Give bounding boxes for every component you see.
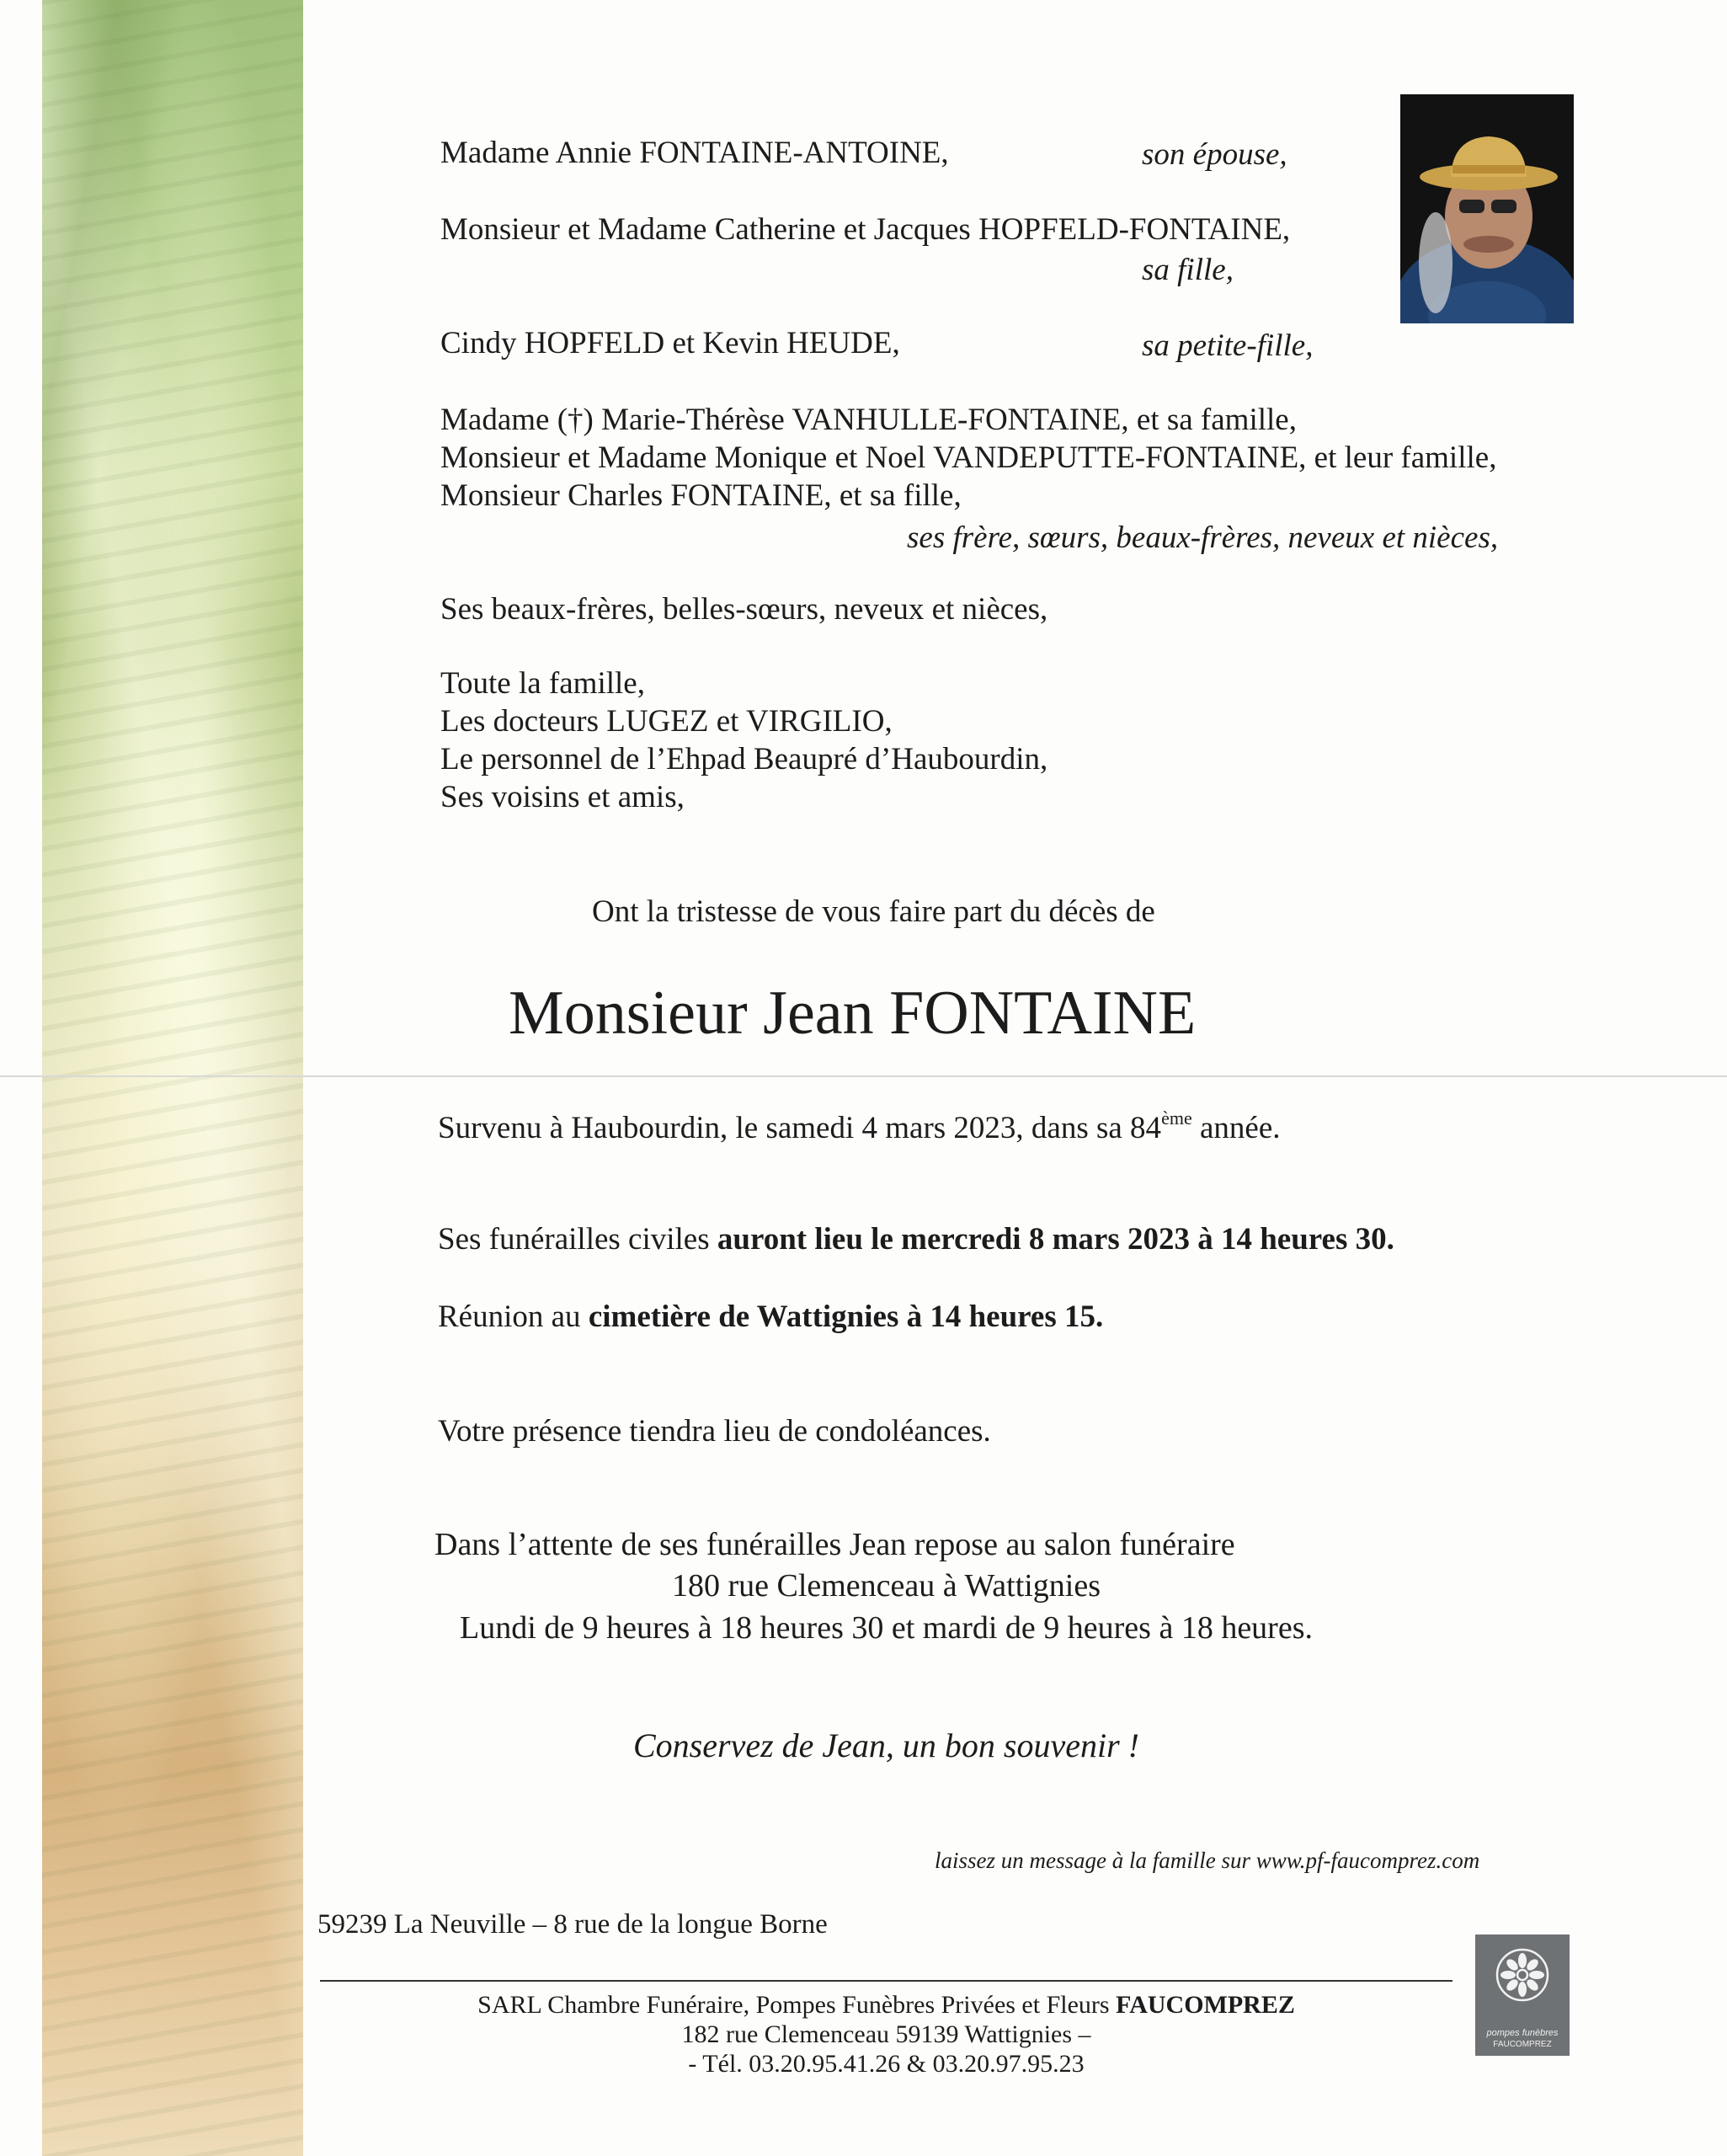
forest-path-banner: [42, 0, 303, 2156]
granddaughter-name: Cindy HOPFELD et Kevin HEUDE,: [440, 326, 900, 360]
sibling-line-1: Madame (†) Marie-Thérèse VANHULLE-FONTAINE, et sa famille,: [440, 403, 1297, 437]
rest-line-2: 180 rue Clemenceau à Wattignies: [671, 1568, 1101, 1604]
siblings-role: ses frère, sœurs, beaux-frères, neveux et nièces,: [907, 520, 1499, 555]
company-address: 182 rue Clemenceau 59139 Wattignies –: [681, 2020, 1091, 2048]
meeting-notice-place: cimetière de Wattignies à 14 heures 15.: [588, 1299, 1104, 1334]
death-notice-superscript: ème: [1161, 1107, 1192, 1129]
funeral-notice-date: auront lieu le mercredi 8 mars 2023 à 14 heures 30.: [717, 1222, 1394, 1257]
company-name: FAUCOMPREZ: [1116, 1991, 1295, 2019]
flower-icon: [1494, 1946, 1551, 2004]
meeting-notice-text: Réunion au: [438, 1299, 589, 1334]
sibling-line-2: Monsieur et Madame Monique et Noel VANDEPUTTE-FONTAINE, et leur famille,: [440, 440, 1497, 475]
daughter-name: Monsieur et Madame Catherine et Jacques HOPFELD-FONTAINE,: [440, 212, 1291, 247]
family-address: 59239 La Neuville – 8 rue de la longue Borne: [317, 1909, 828, 1940]
wife-role: son épouse,: [1142, 137, 1287, 172]
funeral-notice: [438, 1224, 1394, 1255]
company-line-text: SARL Chambre Funéraire, Pompes Funèbres Privées et Fleurs: [477, 1991, 1117, 2019]
rest-line-3: Lundi de 9 heures à 18 heures 30 et mardi de 9 heures à 18 heures.: [460, 1610, 1313, 1646]
company-line: [320, 1993, 1452, 2018]
portrait-photo: [1400, 94, 1574, 323]
faucomprez-logo: [1475, 1935, 1570, 2056]
daughter-role: sa fille,: [1142, 253, 1234, 287]
others-line-3: Le personnel de l’Ehpad Beaupré d’Haubourdin,: [440, 742, 1048, 776]
footer-rule: [320, 1980, 1452, 1982]
closing-message: Conservez de Jean, un bon souvenir !: [633, 1726, 1139, 1764]
sibling-line-3: Monsieur Charles FONTAINE, et sa fille,: [440, 478, 962, 513]
condolences-note: Votre présence tiendra lieu de condoléances.: [438, 1414, 991, 1449]
wife-name: Madame Annie FONTAINE-ANTOINE,: [440, 136, 949, 170]
funeral-notice-text: Ses funérailles civiles: [438, 1222, 717, 1257]
death-notice: [438, 1107, 1281, 1145]
announcement-intro: Ont la tristesse de vous faire part du décès de: [592, 894, 1155, 929]
others-line-2: Les docteurs LUGEZ et VIRGILIO,: [440, 704, 893, 739]
death-notice-text: Survenu à Haubourdin, le samedi 4 mars 2023, dans sa 84: [438, 1111, 1162, 1145]
logo-tagline: pompes funèbres: [1486, 2028, 1559, 2038]
in-laws-line: Ses beaux-frères, belles-sœurs, neveux et nièces,: [440, 592, 1048, 627]
paper-fold-line: [0, 1075, 1727, 1077]
granddaughter-role: sa petite-fille,: [1142, 328, 1314, 363]
rest-line-1: Dans l’attente de ses funérailles Jean repose au salon funéraire: [434, 1527, 1235, 1562]
logo-brand: FAUCOMPREZ: [1493, 2040, 1552, 2049]
company-phone: - Tél. 03.20.95.41.26 & 03.20.97.95.23: [688, 2050, 1085, 2078]
meeting-notice: [438, 1301, 1103, 1332]
deceased-name: Monsieur Jean FONTAINE: [509, 979, 1197, 1048]
others-line-4: Ses voisins et amis,: [440, 780, 685, 814]
website-note: laissez un message à la famille sur www.pf-faucomprez.com: [935, 1848, 1480, 1873]
others-line-1: Toute la famille,: [440, 666, 645, 701]
death-notice-suffix: année.: [1191, 1111, 1281, 1145]
